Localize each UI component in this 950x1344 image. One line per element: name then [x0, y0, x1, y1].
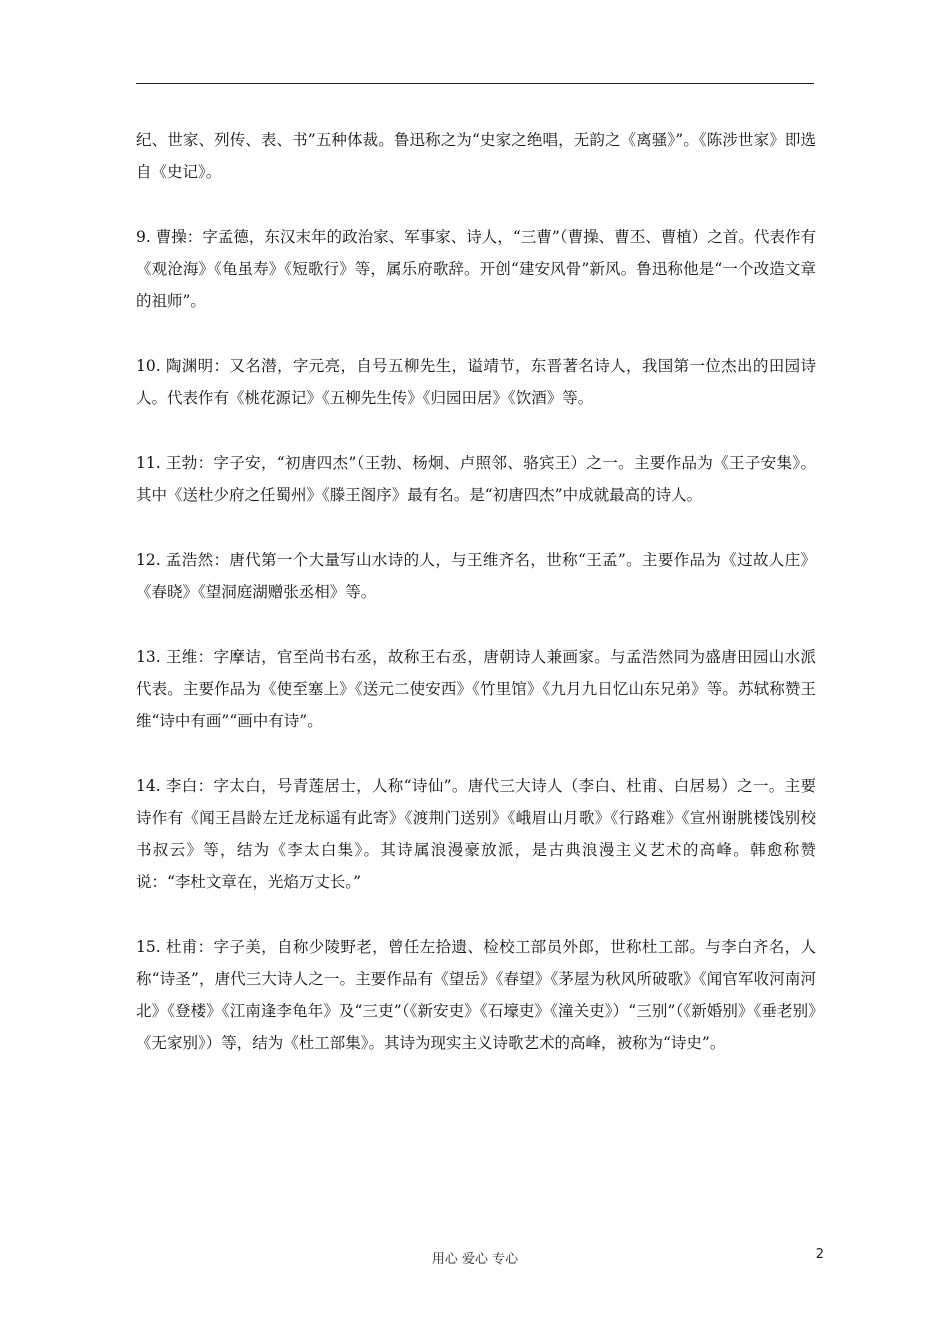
paragraph-du-fu: 15. 杜甫：字子美，自称少陵野老，曾任左拾遗、检校工部员外郎，世称杜工部。与李白齐名，人称“诗圣”，唐代三大诗人之一。主要作品有《望岳》《春望》《茅屋为秋风所破歌》《闻官军收河南河北》《登楼》《江南逢李龟年》及“三吏”（《新安吏》《石壕吏》《潼关吏》）“三别”（《新婚别》《垂老别》《无家别》）等，结为《杜工部集》。其诗为现实主义诗歌艺术的高峰，被称为“诗史”。 — [136, 938, 816, 1052]
header-rule — [136, 83, 814, 84]
paragraph-tao-yuanming: 10. 陶渊明：又名潜，字元亮，自号五柳先生，谥靖节，东晋著名诗人，我国第一位杰出的田园诗人。代表作有《桃花源记》《五柳先生传》《归园田居》《饮酒》等。 — [136, 357, 816, 407]
footer-motto: 用心 爱心 专心 — [431, 1252, 519, 1267]
paragraph-wang-wei: 13. 王维：字摩诘，官至尚书右丞，故称王右丞，唐朝诗人兼画家。与孟浩然同为盛唐田园山水派代表。主要作品为《使至塞上》《送元二使安西》《竹里馆》《九月九日忆山东兄弟》等。苏轼称赞王维“诗中有画”“画中有诗”。 — [136, 648, 816, 730]
paragraph-meng-haoran: 12. 孟浩然：唐代第一个大量写山水诗的人，与王维齐名，世称“王孟”。主要作品为《过故人庄》《春晓》《望洞庭湖赠张丞相》等。 — [136, 551, 816, 601]
document-body — [136, 124, 816, 1092]
paragraph-wang-bo: 11. 王勃：字子安，“初唐四杰”（王勃、杨炯、卢照邻、骆宾王）之一。主要作品为《王子安集》。其中《送杜少府之任蜀州》《滕王阁序》最有名。是“初唐四杰”中成就最高的诗人。 — [136, 454, 816, 504]
paragraph-li-bai: 14. 李白：字太白，号青莲居士，人称“诗仙”。唐代三大诗人（李白、杜甫、白居易）之一。主要诗作有《闻王昌龄左迁龙标遥有此寄》《渡荆门送别》《峨眉山月歌》《行路难》《宣州谢朓楼饯别校书叔云》等，结为《李太白集》。其诗属浪漫豪放派，是古典浪漫主义艺术的高峰。韩愈称赞说：“李杜文章在，光焰万丈长。” — [136, 777, 816, 891]
page-number: 2 — [815, 1247, 824, 1262]
paragraph-cao-cao: 9. 曹操：字孟德，东汉末年的政治家、军事家、诗人，“三曹”（曹操、曹丕、曹植）之首。代表作有《观沧海》《龟虽寿》《短歌行》等，属乐府歌辞。开创“建安风骨”新风。鲁迅称他是“一个改造文章的祖师”。 — [136, 228, 816, 310]
paragraph-shiji-continued: 纪、世家、列传、表、书”五种体裁。鲁迅称之为“史家之绝唱，无韵之《离骚》”。《陈涉世家》即选自《史记》。 — [136, 131, 816, 181]
